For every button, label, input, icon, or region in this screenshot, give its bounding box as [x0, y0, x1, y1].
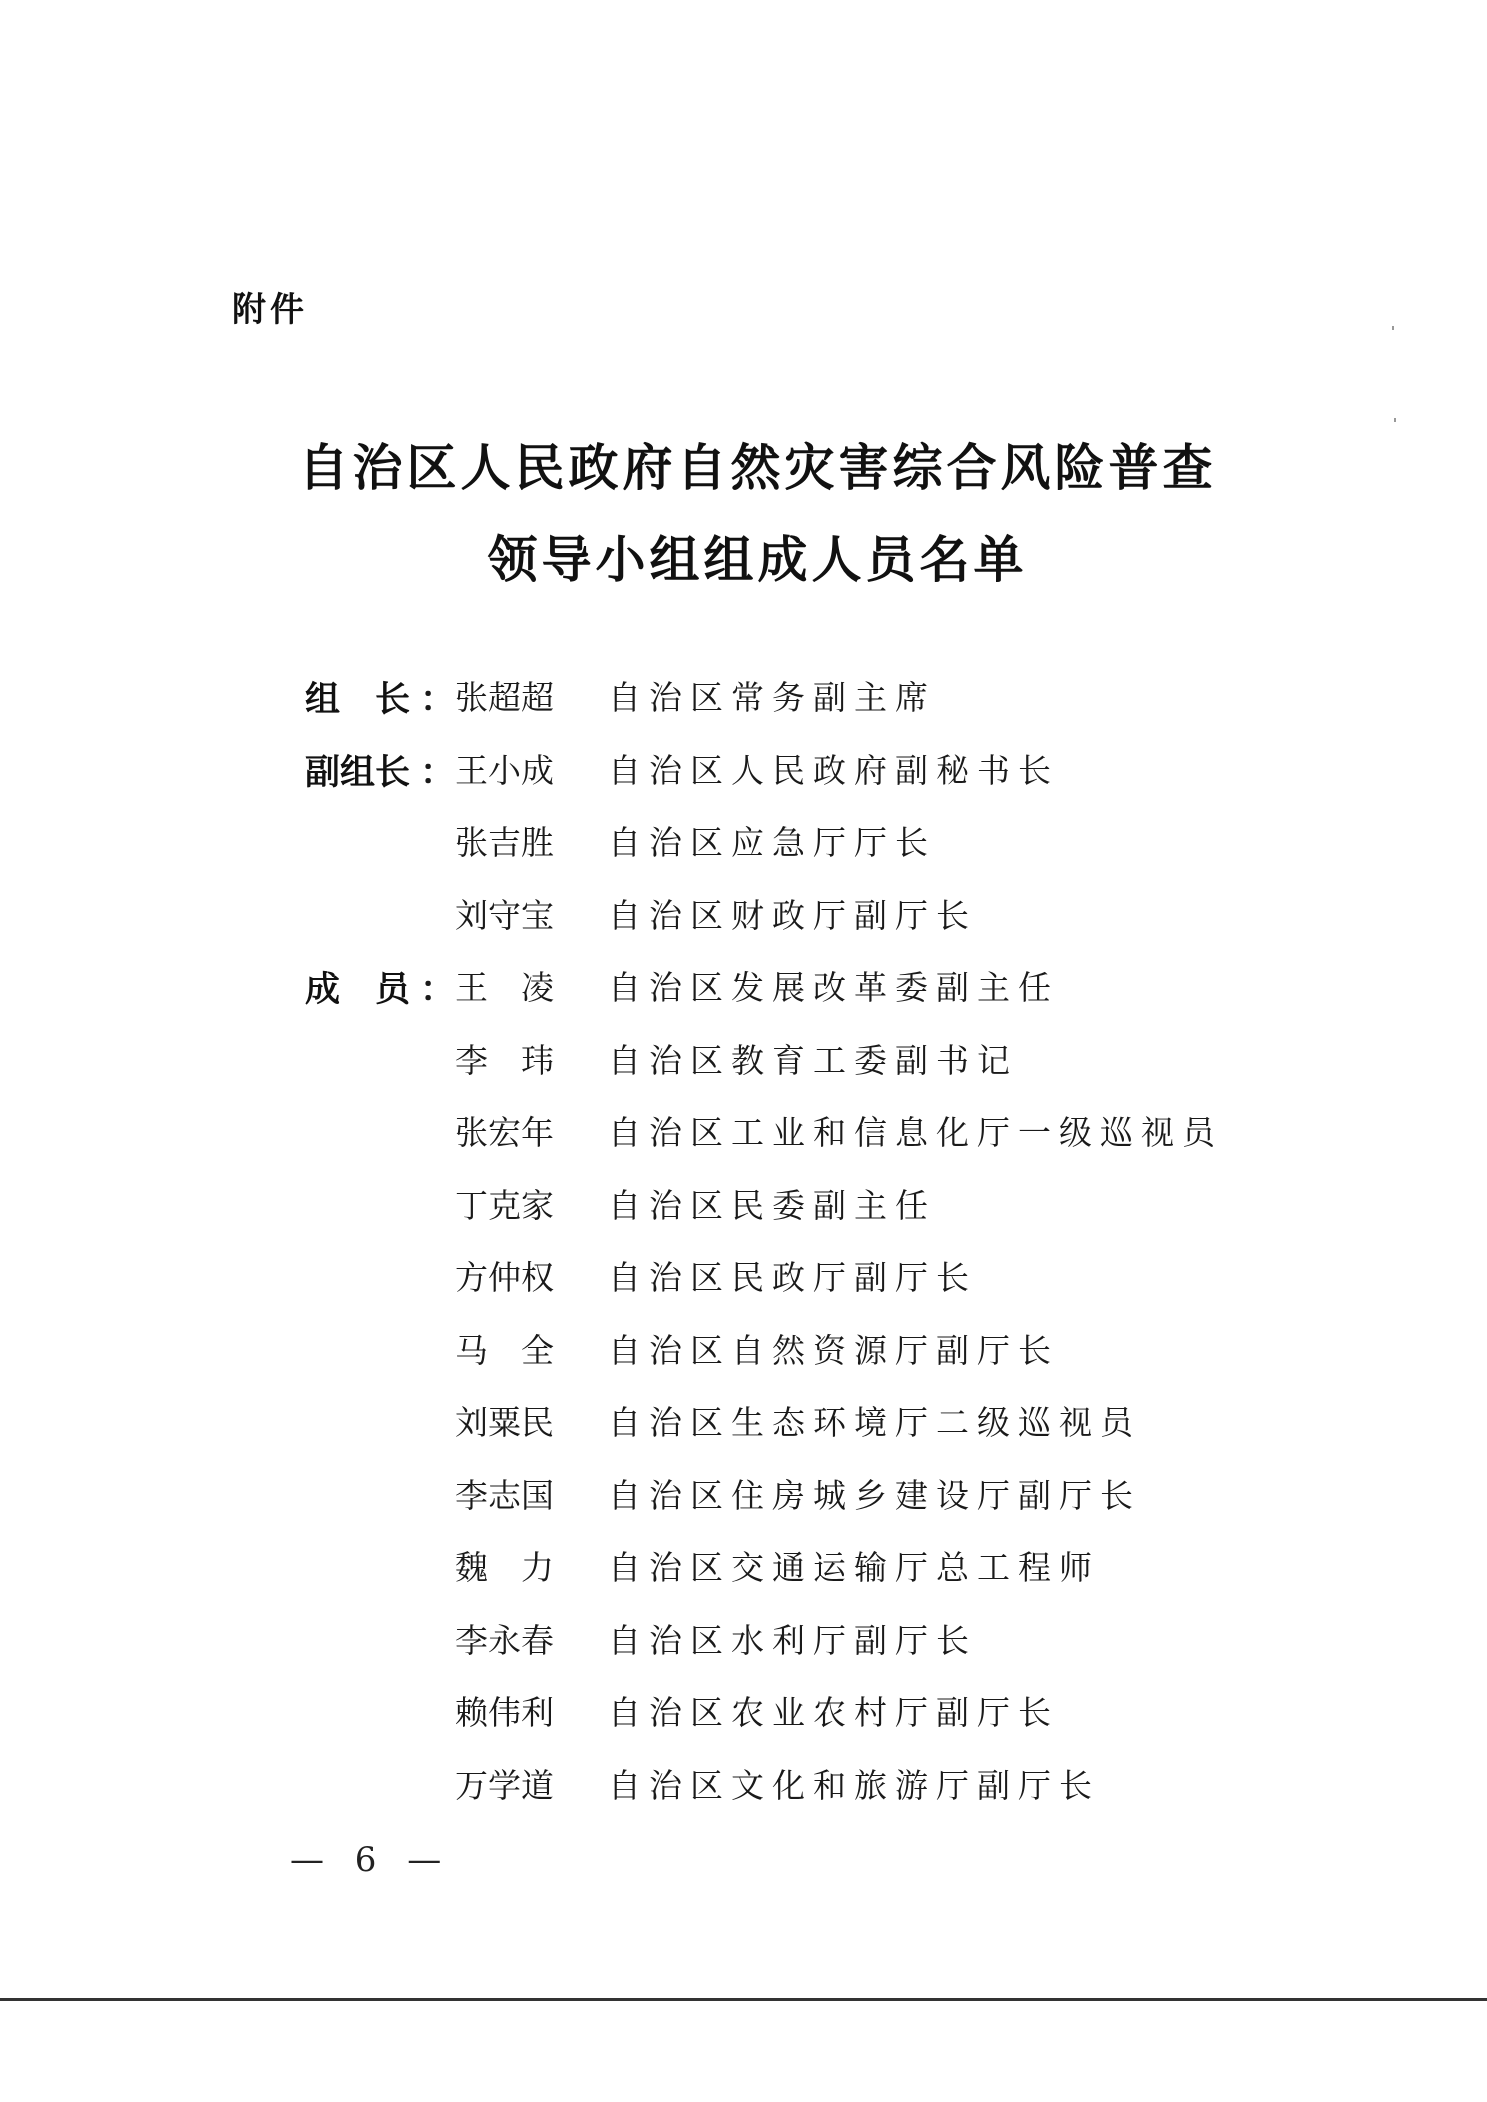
- member-name: 张超超: [455, 678, 554, 717]
- document-title-line-1: 自治区人民政府自然灾害综合风险普查: [298, 438, 1217, 497]
- roster-row: [0, 745, 1487, 805]
- roster-row: [0, 672, 1487, 732]
- member-title: 自治区自然资源厅副厅长: [608, 1330, 1059, 1370]
- member-title: 自治区交通运输厅总工程师: [608, 1548, 1100, 1587]
- role-label: 副组长: [305, 752, 411, 793]
- member-name: 方仲权: [455, 1258, 554, 1297]
- member-title: 自治区生态环境厅二级巡视员: [608, 1403, 1141, 1442]
- member-title: 自治区水利厅副厅长: [608, 1620, 977, 1660]
- member-name: 万学道: [455, 1765, 554, 1805]
- member-title: 自治区财政厅副厅长: [608, 895, 977, 935]
- page-number: — 6 —: [290, 1840, 452, 1880]
- roster-row: [0, 890, 1487, 950]
- role-label: 组 长: [305, 680, 411, 720]
- member-title: 自治区文化和旅游厅副厅长: [608, 1765, 1100, 1805]
- roster-row: [0, 1180, 1487, 1240]
- attachment-label: 附件: [232, 290, 308, 330]
- scan-speck: [1392, 326, 1394, 330]
- role-colon: ：: [420, 970, 456, 1010]
- roster-row: [0, 962, 1487, 1022]
- member-title: 自治区应急厅厅长: [608, 823, 936, 862]
- roster-row: [0, 1397, 1487, 1457]
- roster-row: [0, 1687, 1487, 1747]
- member-title: 自治区住房城乡建设厅副厅长: [608, 1475, 1141, 1515]
- member-name: 张吉胜: [455, 823, 554, 862]
- role-colon: ：: [420, 752, 456, 793]
- member-title: 自治区人民政府副秘书长: [608, 750, 1059, 790]
- document-title-line-2: 领导小组组成人员名单: [487, 530, 1028, 589]
- page-bottom-rule: [0, 1998, 1487, 2001]
- roster-row: [0, 1615, 1487, 1675]
- member-title: 自治区常务副主席: [608, 678, 936, 717]
- role-colon: ：: [420, 680, 456, 720]
- member-title: 自治区发展改革委副主任: [608, 968, 1059, 1007]
- member-name: 赖伟利: [455, 1693, 554, 1732]
- member-name: 刘粟民: [455, 1403, 554, 1442]
- member-name: 丁克家: [455, 1185, 554, 1225]
- member-title: 自治区工业和信息化厅一级巡视员: [608, 1113, 1223, 1152]
- member-title: 自治区民委副主任: [608, 1185, 936, 1225]
- member-name: 张宏年: [455, 1113, 554, 1152]
- member-title: 自治区民政厅副厅长: [608, 1258, 977, 1297]
- roster-row: [0, 1107, 1487, 1167]
- roster-row: [0, 1035, 1487, 1095]
- member-title: 自治区农业农村厅副厅长: [608, 1693, 1059, 1732]
- roster-row: [0, 817, 1487, 877]
- roster-row: [0, 1252, 1487, 1312]
- member-name: 魏 力: [455, 1548, 554, 1587]
- member-title: 自治区教育工委副书记: [608, 1040, 1018, 1080]
- scan-speck: [1394, 418, 1396, 422]
- member-name: 刘守宝: [455, 895, 554, 935]
- roster-row: [0, 1470, 1487, 1530]
- member-name: 李永春: [455, 1620, 554, 1660]
- member-name: 王 凌: [455, 968, 554, 1007]
- member-name: 李 玮: [455, 1040, 554, 1080]
- member-name: 马 全: [455, 1330, 554, 1370]
- roster-row: [0, 1325, 1487, 1385]
- roster-row: [0, 1542, 1487, 1602]
- member-name: 王小成: [455, 750, 554, 790]
- role-label: 成 员: [305, 970, 411, 1010]
- member-name: 李志国: [455, 1475, 554, 1515]
- roster-row: [0, 1760, 1487, 1820]
